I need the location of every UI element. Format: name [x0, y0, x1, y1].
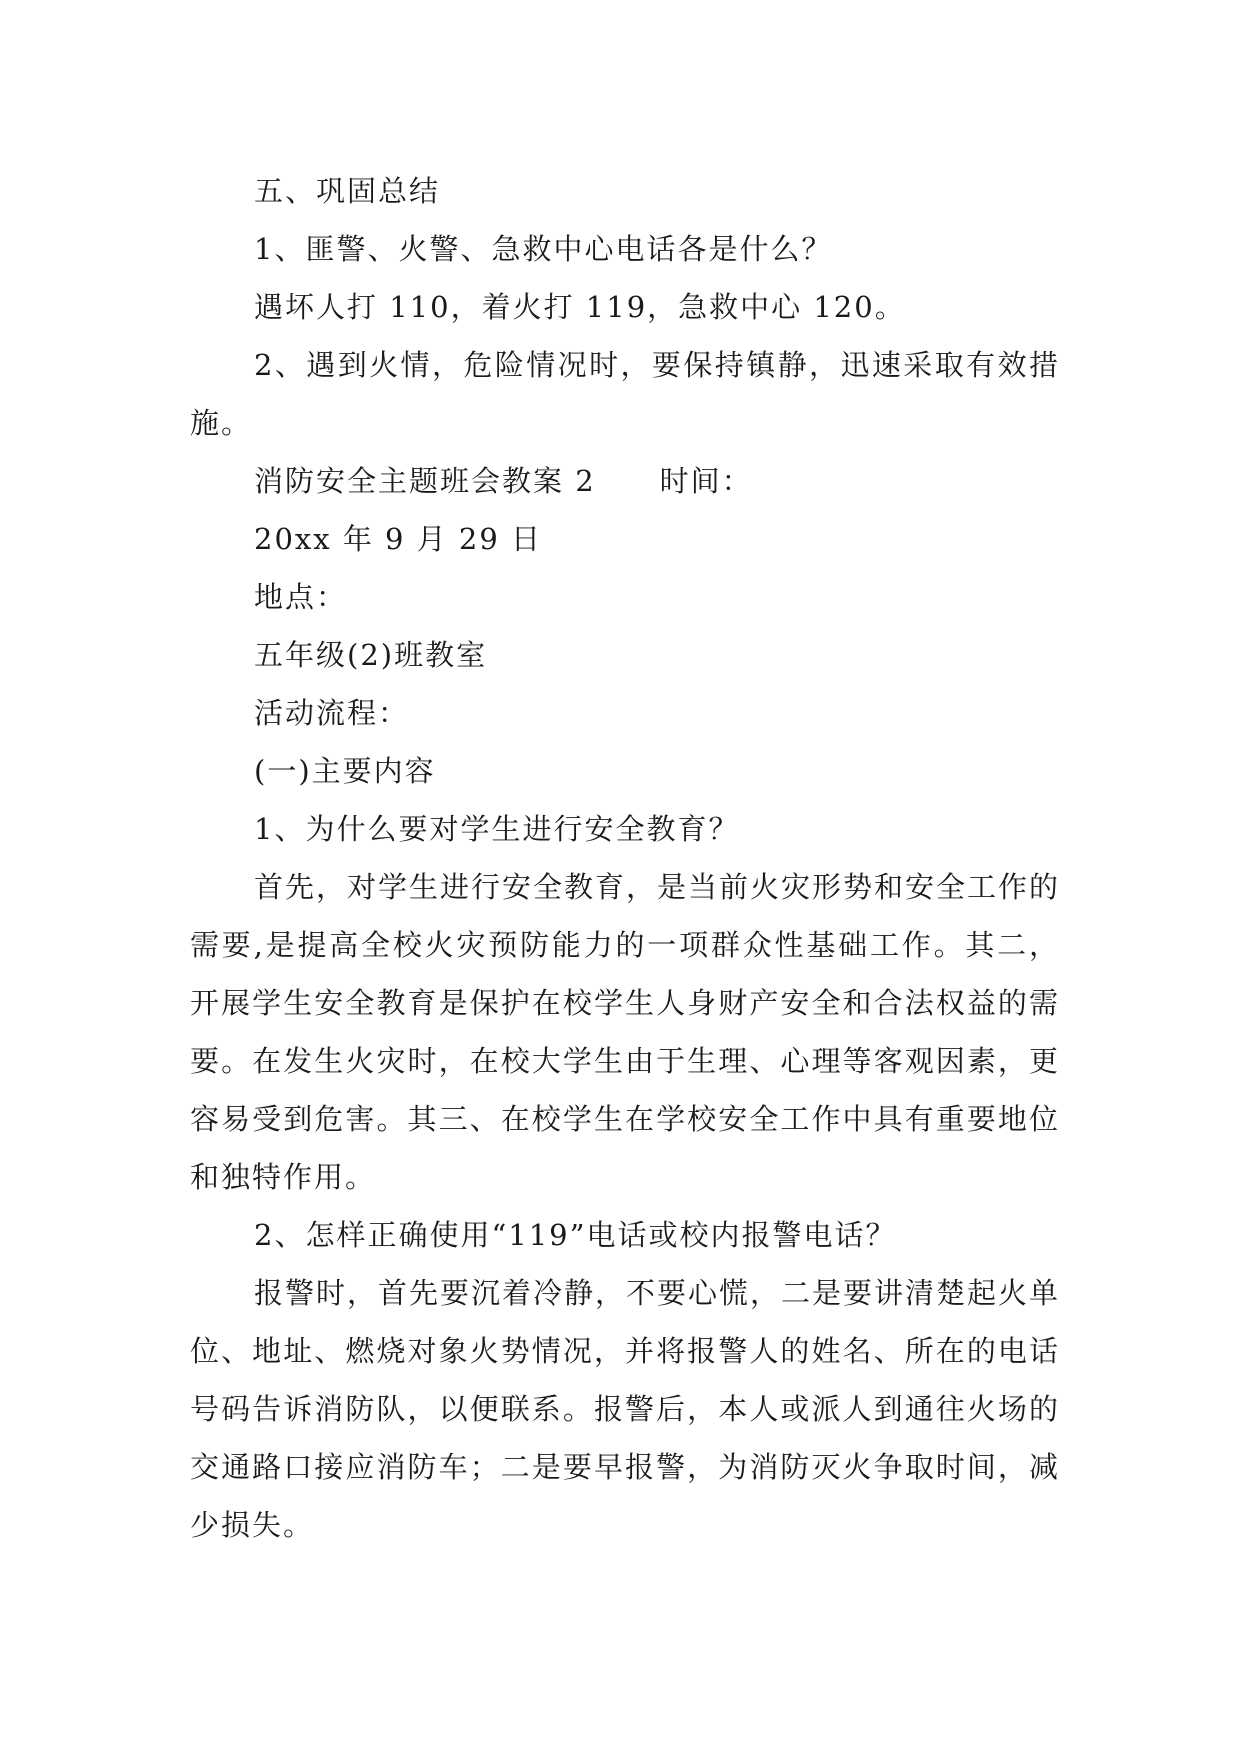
section-heading: 五、巩固总结 [254, 174, 441, 208]
location-label: 地点： [254, 580, 348, 614]
lesson-title: 消防安全主题班会教案 2 [254, 464, 596, 498]
location-value: 五年级(2)班教室 [254, 638, 488, 672]
time-label: 时间： [659, 464, 753, 498]
subsection-heading: (一)主要内容 [254, 754, 436, 788]
question-how-to-call: 2、怎样正确使用“119”电话或校内报警电话？ [254, 1218, 897, 1252]
lesson-title-line [190, 452, 1060, 510]
answer-why-education: 首先，对学生进行安全教育，是当前火灾形势和安全工作的需要,是提高全校火灾预防能力的一项群众性基础工作。其二，开展学生安全教育是保护在校学生人身财产安全和合法权益的需要。在发生火灾时，在校大学生由于生理、心理等客观因素，更容易受到危害。其三、在校学生在学校安全工作中具有重要地位和独特作用。 [190, 870, 1061, 1194]
answer-how-to-call: 报警时，首先要沉着冷静，不要心慌，二是要讲清楚起火单位、地址、燃烧对象火势情况，并将报警人的姓名、所在的电话号码告诉消防队，以便联系。报警后，本人或派人到通往火场的交通路口接应消防车；二是要早报警，为消防灭火争取时间，减少损失。 [190, 1276, 1061, 1542]
process-label: 活动流程： [254, 696, 410, 730]
document-body [190, 162, 1060, 1554]
question-why-education: 1、为什么要对学生进行安全教育？ [254, 812, 740, 846]
question-1: 1、匪警、火警、急救中心电话各是什么？ [254, 232, 833, 266]
date-value: 20xx 年 9 月 29 日 [254, 522, 543, 556]
point-2: 2、遇到火情，危险情况时，要保持镇静，迅速采取有效措施。 [190, 348, 1060, 440]
answer-1: 遇坏人打 110，着火打 119，急救中心 120。 [254, 290, 906, 324]
